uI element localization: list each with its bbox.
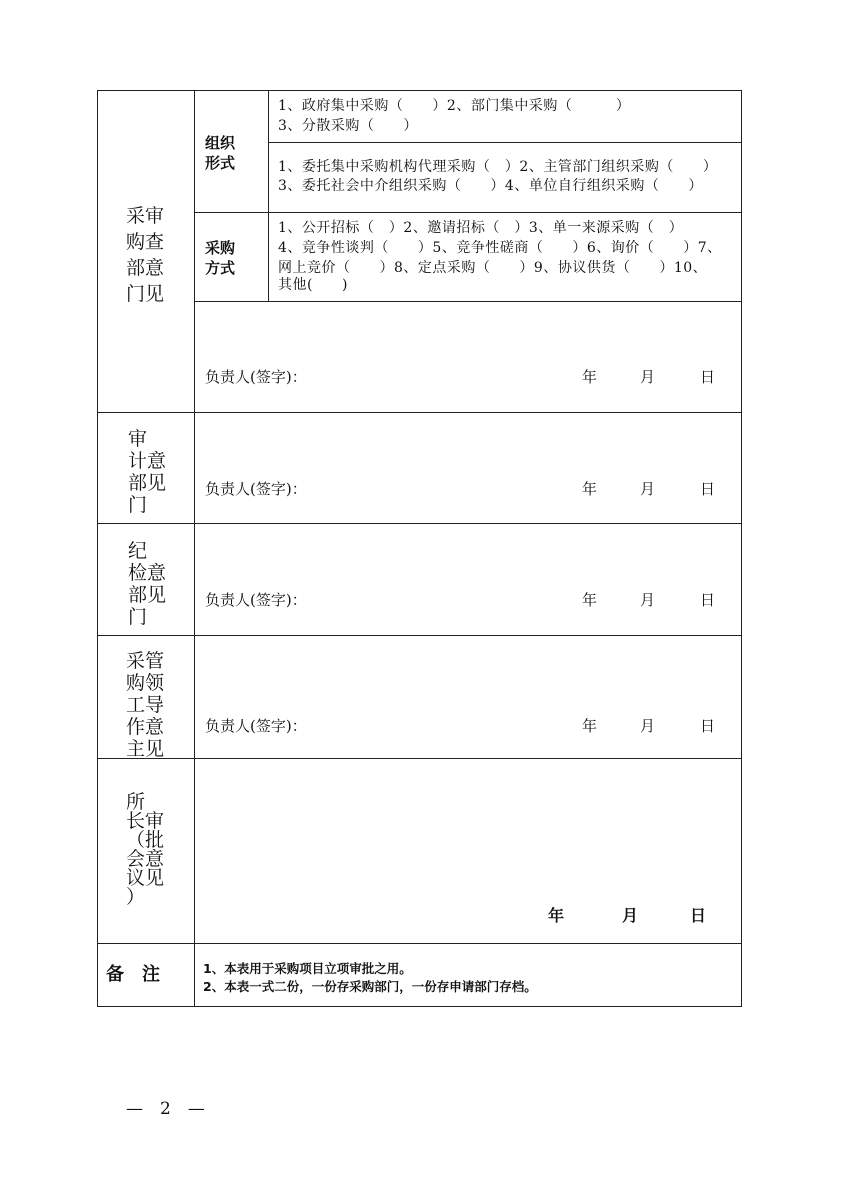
signature-label: 负责人(签字)： bbox=[205, 480, 307, 498]
remarks-label: 备 注 bbox=[106, 964, 160, 985]
page-number: — 2 — bbox=[126, 1099, 205, 1119]
date-year: 年 bbox=[548, 906, 565, 925]
date-day: 日 bbox=[700, 717, 716, 735]
date-month: 月 bbox=[640, 480, 656, 498]
date-month: 月 bbox=[640, 591, 656, 609]
method-option-line: 1、公开招标（ ）2、邀请招标（ ）3、单一来源采购（ ） bbox=[278, 220, 684, 236]
date-month: 月 bbox=[622, 906, 639, 925]
audit-dept-label: 审 计意 部见 门 bbox=[128, 428, 167, 516]
org-form-label: 组织 形式 bbox=[205, 134, 236, 172]
date-year: 年 bbox=[582, 368, 598, 386]
date-year: 年 bbox=[582, 480, 598, 498]
purchase-dept-label: 采审 购查 部意 门见 bbox=[126, 205, 165, 305]
method-option-line: 4、竞争性谈判（ ）5、竞争性磋商（ ）6、询价（ ）7、 bbox=[278, 240, 722, 256]
date-month: 月 bbox=[640, 368, 656, 386]
method-option-line: 网上竞价（ ）8、定点采购（ ）9、协议供货（ ）10、 bbox=[278, 260, 708, 276]
org-form-option-line: 1、委托集中采购机构代理采购（ ）2、主管部门组织采购（ ） bbox=[278, 159, 718, 175]
remarks-line: 2、本表一式二份，一份存采购部门，一份存申请部门存档。 bbox=[203, 979, 537, 994]
date-day: 日 bbox=[690, 906, 707, 925]
method-option-line: 其他( ) bbox=[278, 277, 348, 293]
signature-label: 负责人(签字)： bbox=[205, 368, 307, 386]
org-form-option-line: 1、政府集中采购（ ）2、部门集中采购（ ） bbox=[278, 98, 631, 114]
remarks-line: 1、本表用于采购项目立项审批之用。 bbox=[203, 961, 412, 976]
org-form-option-line: 3、委托社会中介组织采购（ ）4、单位自行组织采购（ ） bbox=[278, 178, 703, 194]
org-form-option-line: 3、分散采购（ ） bbox=[278, 118, 418, 134]
leader-label: 采管 购领 工导 作意 主见 bbox=[126, 650, 165, 760]
signature-label: 负责人(签字)： bbox=[205, 591, 307, 609]
date-year: 年 bbox=[582, 591, 598, 609]
discipline-dept-label: 纪 检意 部见 门 bbox=[128, 540, 167, 628]
date-day: 日 bbox=[700, 368, 716, 386]
date-day: 日 bbox=[700, 480, 716, 498]
date-day: 日 bbox=[700, 591, 716, 609]
director-label: 所 长审 （批 会意 议见 ） bbox=[126, 791, 165, 908]
signature-label: 负责人(签字)： bbox=[205, 717, 307, 735]
date-month: 月 bbox=[640, 717, 656, 735]
date-year: 年 bbox=[582, 717, 598, 735]
method-label: 采购 方式 bbox=[205, 239, 236, 277]
